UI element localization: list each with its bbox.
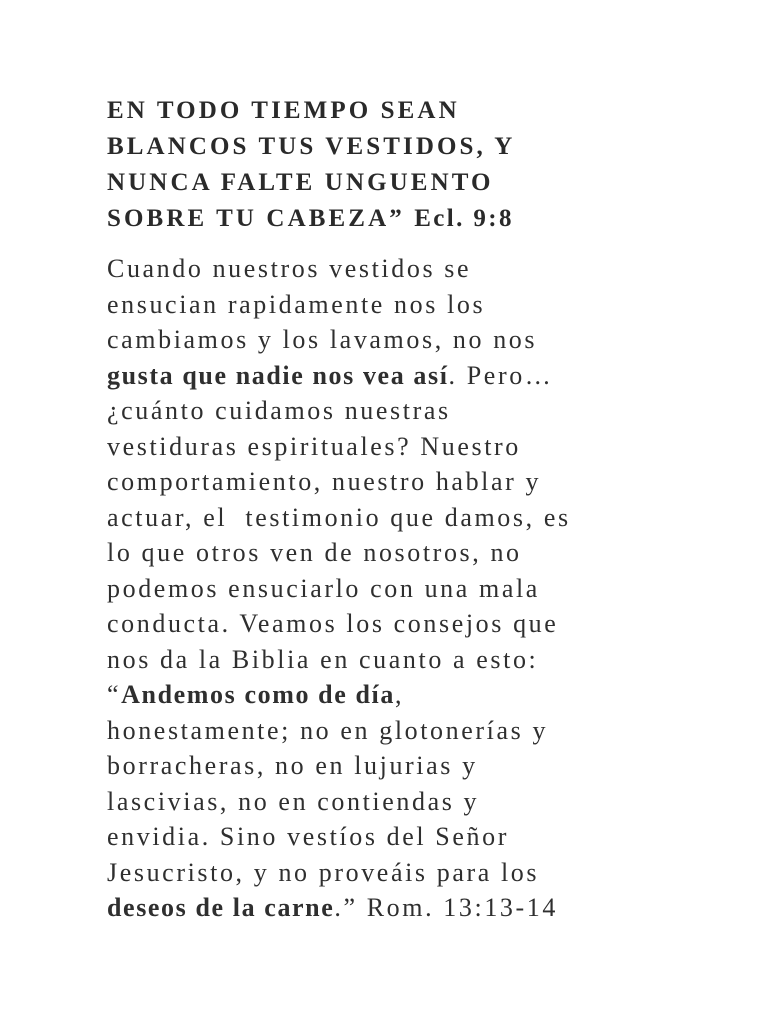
body-line-11: conducta. Veamos los consejos que	[107, 609, 559, 638]
document-page	[107, 93, 707, 926]
title-line-4-text: SOBRE TU CABEZA”	[107, 205, 405, 232]
body-line-5: ¿cuánto cuidamos nuestras	[107, 396, 451, 425]
body-line-10: podemos ensuciarlo con una mala	[107, 573, 540, 603]
body-line-19-emphasis: deseos de la carne	[107, 893, 335, 922]
body-line-3: cambiamos y los lavamos, no nos	[107, 325, 538, 354]
document-title	[107, 93, 707, 237]
body-line-15: borracheras, no en lujurias y	[107, 751, 478, 780]
title-line-1: EN TODO TIEMPO SEAN	[107, 97, 460, 124]
title-scripture-reference: Ecl. 9:8	[414, 205, 514, 232]
title-line-4	[107, 201, 707, 237]
body-line-19	[107, 890, 707, 926]
title-line-2: BLANCOS TUS VESTIDOS, Y	[107, 133, 516, 160]
body-line-19-rest: .” Rom. 13:13-14	[334, 893, 558, 922]
body-line-4-rest: . Pero…	[448, 360, 554, 390]
body-line-4	[107, 358, 707, 394]
body-line-13-rest: ,	[394, 680, 405, 709]
body-line-13-emphasis: Andemos como de día	[121, 680, 395, 709]
body-line-8: actuar, el testimonio que damos, es	[107, 502, 571, 532]
body-line-13	[107, 677, 707, 713]
body-line-6: vestiduras espirituales? Nuestro	[107, 431, 521, 461]
body-line-2: ensucian rapidamente nos los	[107, 289, 486, 319]
body-line-14: honestamente; no en glotonerías y	[107, 715, 549, 745]
body-line-7: comportamiento, nuestro hablar y	[107, 467, 542, 496]
body-line-9: lo que otros ven de nosotros, no	[107, 538, 522, 567]
body-paragraph	[107, 251, 707, 926]
body-line-18: Jesucristo, y no proveáis para los	[107, 857, 540, 887]
body-line-1: Cuando nuestros vestidos se	[107, 254, 472, 283]
body-line-17: envidia. Sino vestíos del Señor	[107, 822, 509, 851]
body-line-4-emphasis: gusta que nadie nos vea así	[107, 360, 449, 390]
body-line-13-open-quote: “	[107, 680, 122, 709]
title-line-3: NUNCA FALTE UNGUENTO	[107, 169, 494, 196]
body-line-12: nos da la Biblia en cuanto a esto:	[107, 644, 539, 674]
body-line-16: lascivias, no en contiendas y	[107, 786, 480, 816]
